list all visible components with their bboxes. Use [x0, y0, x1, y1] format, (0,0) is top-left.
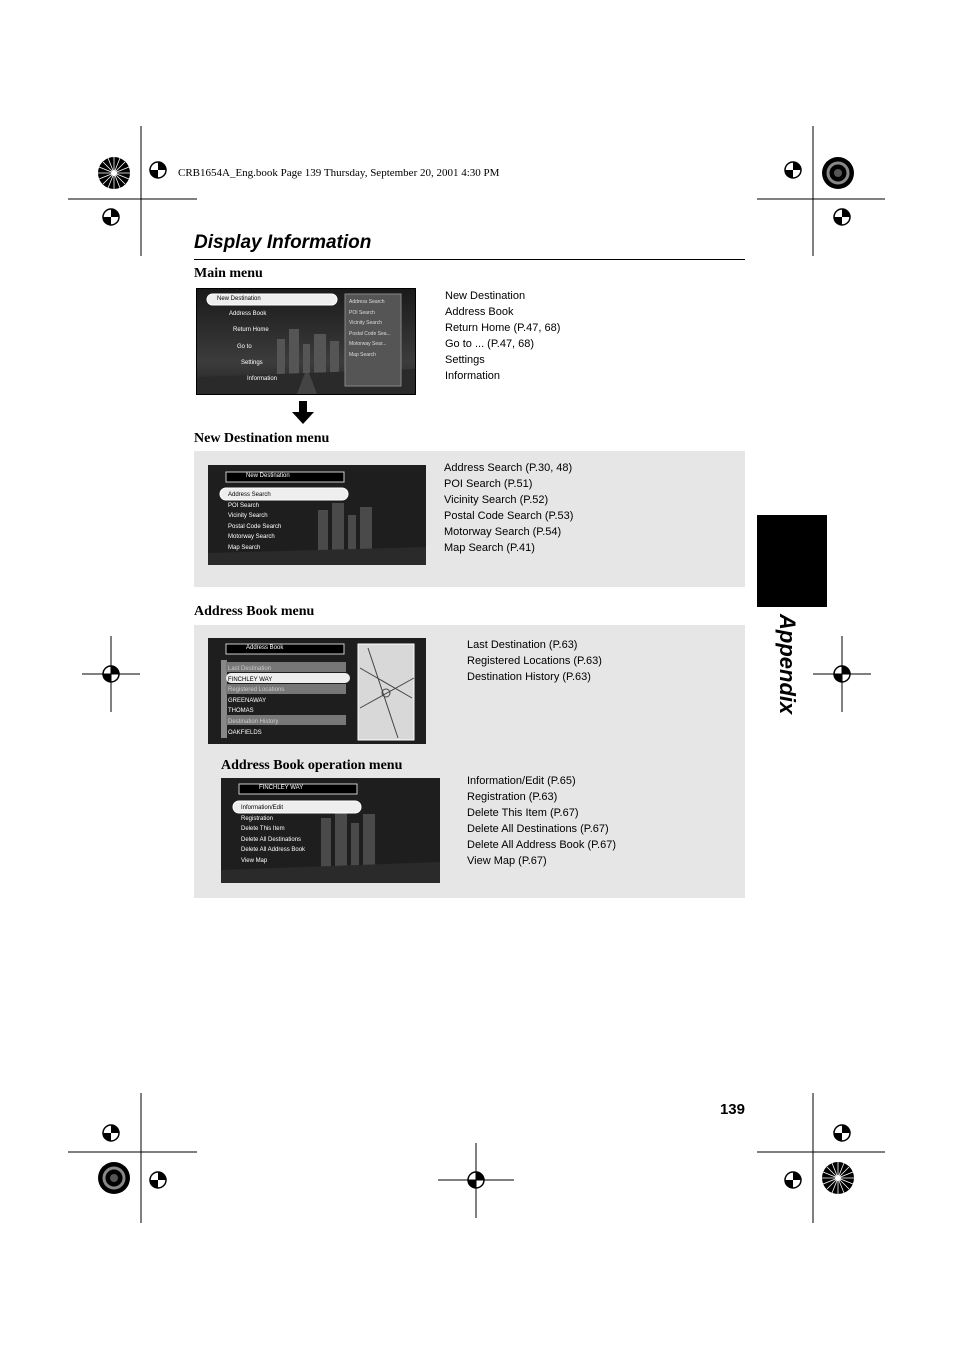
file-header: CRB1654A_Eng.book Page 139 Thursday, September 20, 2001 4:30 PM — [178, 167, 500, 179]
main-menu-heading: Main menu — [194, 266, 263, 281]
screen-item: Return Home — [233, 327, 269, 333]
address-book-heading: Address Book menu — [194, 604, 315, 619]
new-destination-screenshot — [208, 465, 426, 565]
screen-submenu: Address Search POI Search Vicinity Search Postal Code Sea... Motorway Sear... Map Search — [349, 299, 391, 358]
address-book-screenshot — [208, 638, 426, 744]
registration-mark-icon — [96, 1160, 132, 1196]
main-menu-screenshot — [196, 288, 416, 395]
screen-item: Information — [247, 376, 278, 382]
appendix-tab — [757, 515, 827, 607]
arrow-down-icon — [291, 401, 315, 425]
crosshair-icon — [830, 205, 854, 229]
registration-mark-icon — [820, 155, 856, 191]
screen-item: New Destination — [217, 296, 261, 302]
crosshair-icon — [99, 662, 123, 686]
screen-title: New Destination — [246, 473, 290, 479]
registration-mark-icon — [820, 1160, 856, 1196]
screen-items: Information/Edit Registration Delete This Item Delete All Destinations Delete All Address Book View Map — [241, 805, 306, 864]
crosshair-icon — [464, 1168, 488, 1192]
page-number: 139 — [719, 1101, 745, 1118]
crosshair-icon — [830, 662, 854, 686]
crosshair-icon — [146, 1168, 170, 1192]
address-book-operation-heading: Address Book operation menu — [221, 758, 403, 773]
address-book-operation-list: Information/Edit (P.65) Registration (P.63) Delete This Item (P.67) Delete All Destinations (P.67) Delete All Address Book (P.67) View Map (P.67) — [467, 775, 616, 867]
registration-mark-icon — [96, 155, 132, 191]
crosshair-icon — [781, 158, 805, 182]
crosshair-icon — [830, 1121, 854, 1145]
crosshair-icon — [99, 205, 123, 229]
screen-item: Go to — [237, 344, 252, 350]
screen-title: Address Book — [246, 645, 284, 651]
main-menu-list: New Destination Address Book Return Home (P.47, 68) Go to ... (P.47, 68) Settings Information — [445, 290, 561, 382]
screen-item: Address Book — [229, 311, 267, 317]
address-book-list: Last Destination (P.63) Registered Locations (P.63) Destination History (P.63) — [467, 639, 602, 683]
screen-rows: Last Destination FINCHLEY WAY Registered Locations GREENAWAY THOMAS Destination History OAKFIELDS — [228, 666, 285, 736]
new-destination-heading: New Destination menu — [194, 431, 330, 446]
screen-item: Settings — [241, 360, 263, 366]
screen-items: Address Search POI Search Vicinity Search Postal Code Search Motorway Search Map Search — [228, 492, 282, 551]
title-rule — [194, 259, 745, 260]
crosshair-icon — [781, 1168, 805, 1192]
page-title: Display Information — [194, 232, 372, 253]
screen-title: FINCHLEY WAY — [259, 785, 304, 791]
appendix-tab-label: Appendix — [775, 614, 800, 715]
crosshair-icon — [146, 158, 170, 182]
address-book-operation-screenshot — [221, 778, 440, 883]
crosshair-icon — [99, 1121, 123, 1145]
new-destination-list: Address Search (P.30, 48) POI Search (P.51) Vicinity Search (P.52) Postal Code Search (P.53) Motorway Search (P.54) Map Search (P.41) — [444, 462, 574, 554]
